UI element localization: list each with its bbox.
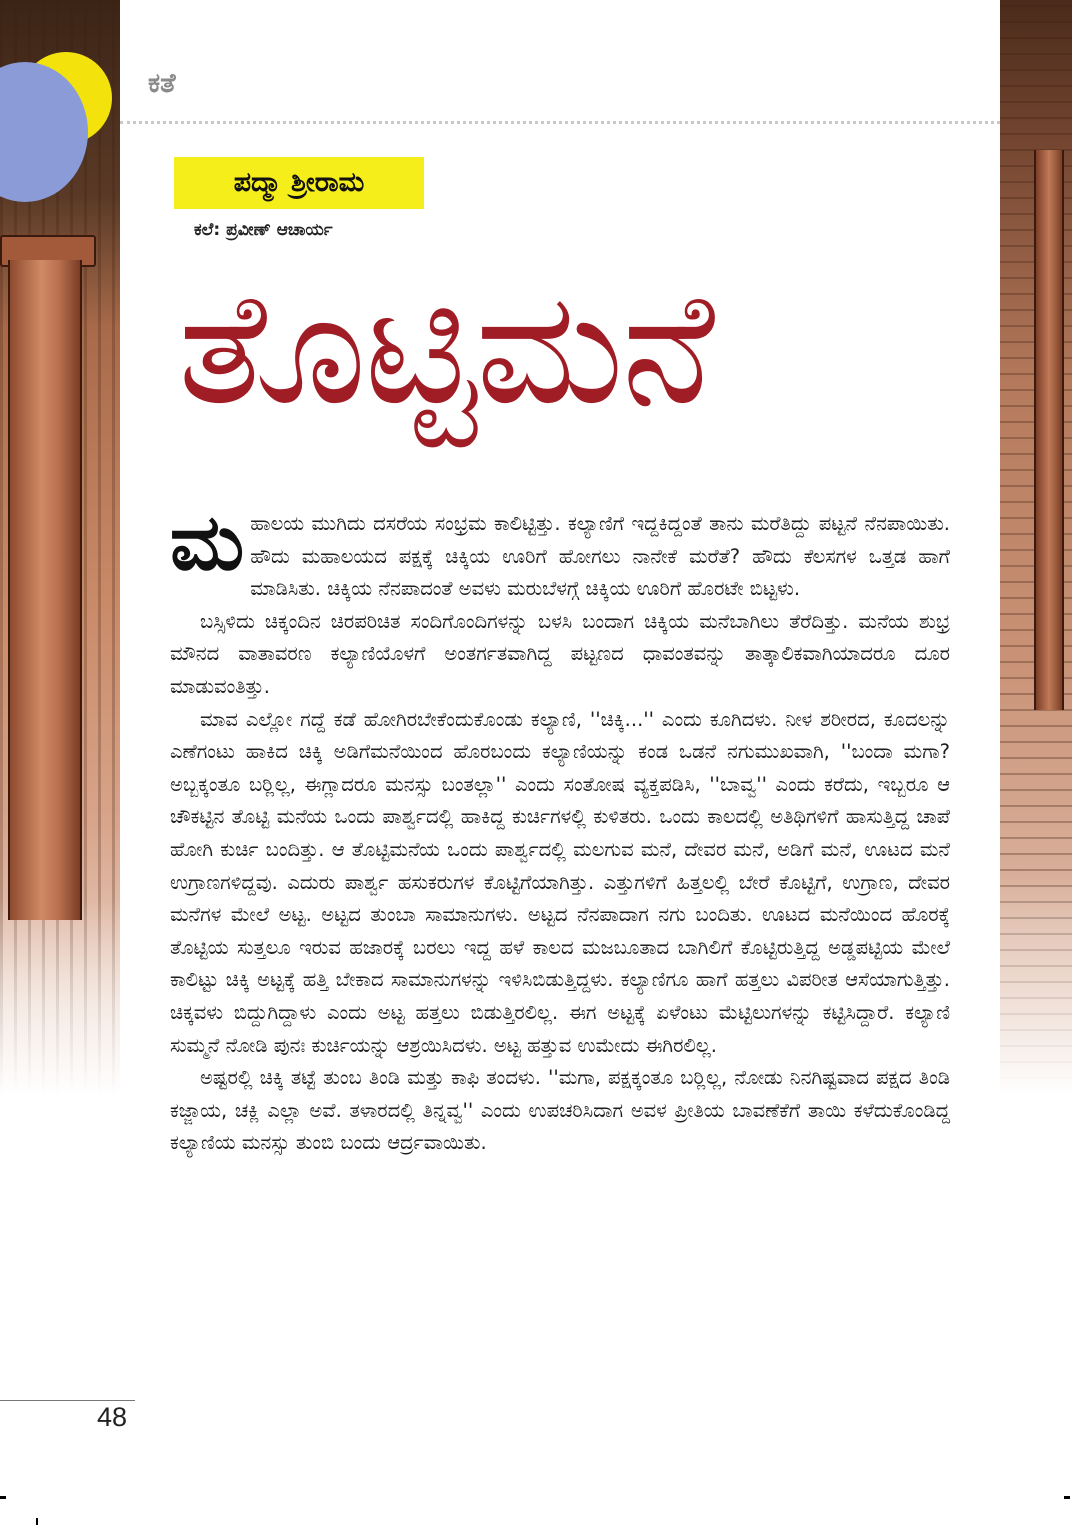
carved-pillar [8, 260, 82, 920]
crop-mark [1064, 1496, 1070, 1499]
paragraph-4: ಅಷ್ಟರಲ್ಲಿ ಚಿಕ್ಕಿ ತಟ್ಟೆ ತುಂಬ ತಿಂಡಿ ಮತ್ತು ಕಾಫಿ ತಂದಳು. ''ಮಗಾ, ಪಕ್ಷಕ್ಕಂತೂ ಬರ್‍ಲಿಲ್ಲ, ನೋಡು ನಿನಗಿಷ್ಟವಾದ ಪಕ್ಷದ ತಿಂಡಿ ಕಜ್ಜಾಯ, ಚಕ್ಲಿ ಎಲ್ಲಾ ಅವೆ. ತಳಾರದಲ್ಲಿ ತಿನ್ನವ್ವ'' ಎಂದು ಉಪಚರಿಸಿದಾಗ ಅವಳ ಪ್ರೀತಿಯ ಬಾವಣೆಕೆಗೆ ತಾಯಿ ಕಳೆದುಕೊಂಡಿದ್ದ ಕಲ್ಯಾಣಿಯ ಮನಸ್ಸು ತುಂಬಿ ಬಂದು ಆರ್ದ್ರವಾಯಿತು. [170, 1066, 950, 1155]
art-credit: ಕಲೆ: ಪ್ರವೀಣ್ ಆಚಾರ್ಯ [194, 220, 333, 240]
author-name: ಪದ್ಮಾ ಶ್ರೀರಾಮ [233, 167, 365, 198]
drop-cap: ಮ [170, 498, 245, 588]
paragraph-3: ಮಾವ ಎಲ್ಲೋ ಗದ್ದೆ ಕಡೆ ಹೋಗಿರಬೇಕೆಂದುಕೊಂಡು ಕಲ್ಯಾಣಿ, ''ಚಿಕ್ಕಿ...'' ಎಂದು ಕೂಗಿದಳು. ನೀಳ ಶರೀರದ, ಕೂದಲನ್ನು ಎಣೆಗಂಟು ಹಾಕಿದ ಚಿಕ್ಕಿ ಅಡಿಗೆಮನೆಯಿಂದ ಹೊರಬಂದು ಕಲ್ಯಾಣಿಯನ್ನು ಕಂಡ ಒಡನೆ ನಗುಮುಖವಾಗಿ, ''ಬಂದಾ ಮಗಾ? ಅಬ್ಬಕ್ಕಂತೂ ಬರ್‍ಲಿಲ್ಲ, ಈಗ್ಲಾದರೂ ಮನಸ್ಸು ಬಂತಲ್ಲಾ'' ಎಂದು ಸಂತೋಷ ವ್ಯಕ್ತಪಡಿಸಿ, ''ಬಾವ್ವ'' ಎಂದು ಕರೆದು, ಇಬ್ಬರೂ ಆ ಚೌಕಟ್ಟಿನ ತೊಟ್ಟಿ ಮನೆಯ ಒಂದು ಪಾರ್ಶ್ವದಲ್ಲಿ ಹಾಕಿದ್ದ ಕುರ್ಚಿಗಳಲ್ಲಿ ಕುಳಿತರು. ಒಂದು ಕಾಲದಲ್ಲಿ ಅತಿಥಿಗಳಿಗೆ ಹಾಸುತ್ತಿದ್ದ ಚಾಪೆ ಹೋಗಿ ಕುರ್ಚಿ ಬಂದಿತ್ತು. ಆ ತೊಟ್ಟಿಮನೆಯ ಒಂದು ಪಾರ್ಶ್ವದಲ್ಲಿ ಮಲಗುವ ಮನೆ, ದೇವರ ಮನೆ, ಅಡಿಗೆ ಮನೆ, ಊಟದ ಮನೆ ಉಗ್ರಾಣಗಳಿದ್ದವು. ಎದುರು ಪಾರ್ಶ್ವ ಹಸುಕರುಗಳ ಕೊಟ್ಟಿಗೆಯಾಗಿತ್ತು. ಎತ್ತುಗಳಿಗೆ ಹಿತ್ತಲಲ್ಲಿ ಬೇರೆ ಕೊಟ್ಟಿಗೆ, ಉಗ್ರಾಣ, ದೇವರ ಮನೆಗಳ ಮೇಲೆ ಅಟ್ಟ. ಅಟ್ಟದ ತುಂಬಾ ಸಾಮಾನುಗಳು. ಅಟ್ಟದ ನೆನಪಾದಾಗ ನಗು ಬಂದಿತು. ಊಟದ ಮನೆಯಿಂದ ಹೊರಕ್ಕೆ ತೊಟ್ಟಿಯ ಸುತ್ತಲೂ ಇರುವ ಹಜಾರಕ್ಕೆ ಬರಲು ಇದ್ದ ಹಳೆ ಕಾಲದ ಮಜಬೂತಾದ ಬಾಗಿಲಿಗೆ ಕೊಟ್ಟಿರುತ್ತಿದ್ದ ಅಡ್ಡಪಟ್ಟಿಯ ಮೇಲೆ ಕಾಲಿಟ್ಟು ಚಿಕ್ಕಿ ಅಟ್ಟಕ್ಕೆ ಹತ್ತಿ ಬೇಕಾದ ಸಾಮಾನುಗಳನ್ನು ಇಳಿಸಿಬಿಡುತ್ತಿದ್ದಳು. ಕಲ್ಯಾಣಿಗೂ ಹಾಗೆ ಹತ್ತಲು ವಿಪರೀತ ಆಸೆಯಾಗುತ್ತಿತ್ತು. ಚಿಕ್ಕವಳು ಬಿದ್ದುಗಿದ್ದಾಳು ಎಂದು ಅಟ್ಟ ಹತ್ತಲು ಬಿಡುತ್ತಿರಲಿಲ್ಲ. ಈಗ ಅಟ್ಟಕ್ಕೆ ಏಳೆಂಟು ಮೆಟ್ಟಿಲುಗಳನ್ನು ಕಟ್ಟಿಸಿದ್ದಾರೆ. ಕಲ್ಯಾಣಿ ಸುಮ್ಮನೆ ನೋಡಿ ಪುನಃ ಕುರ್ಚಿಯನ್ನು ಆಶ್ರಯಿಸಿದಳು. ಅಟ್ಟ ಹತ್ತುವ ಉಮೇದು ಈಗಿರಲಿಲ್ಲ. [170, 707, 950, 1057]
header-divider [120, 121, 1000, 124]
paragraph-1 [170, 498, 950, 606]
wooden-post [1034, 150, 1064, 710]
story-title: ತೊಟ್ಟಿಮನೆ [178, 257, 713, 439]
crop-mark [36, 1518, 38, 1525]
page-number: 48 [97, 1402, 128, 1432]
paragraph-1-text: ಹಾಲಯ ಮುಗಿದು ದಸರೆಯ ಸಂಭ್ರಮ ಕಾಲಿಟ್ಟಿತ್ತು. ಕಲ್ಯಾಣಿಗೆ ಇದ್ದಕಿದ್ದಂತೆ ತಾನು ಮರೆತಿದ್ದು ಪಟ್ಟನೆ ನೆನಪಾಯಿತು. ಹೌದು ಮಹಾಲಯದ ಪಕ್ಷಕ್ಕೆ ಚಿಕ್ಕಿಯ ಊರಿಗೆ ಹೋಗಲು ನಾನೇಕೆ ಮರೆತೆ? ಹೌದು ಕೆಲಸಗಳ ಒತ್ತಡ ಹಾಗೆ ಮಾಡಿಸಿತು. ಚಿಕ್ಕಿಯ ನೆನಪಾದಂತೆ ಅವಳು ಮರುಬೆಳಗ್ಗೆ ಚಿಕ್ಕಿಯ ಊರಿಗೆ ಹೊರಟೇ ಬಿಟ್ಟಳು. [250, 512, 950, 601]
section-label: ಕತೆ [148, 68, 176, 99]
footer-rule [0, 1400, 135, 1401]
paragraph-2: ಬಸ್ಸಿಳಿದು ಚಿಕ್ಕಂದಿನ ಚಿರಪರಿಚಿತ ಸಂದಿಗೊಂದಿಗಳನ್ನು ಬಳಸಿ ಬಂದಾಗ ಚಿಕ್ಕಿಯ ಮನೆಬಾಗಿಲು ತೆರೆದಿತ್ತು. ಮನೆಯ ಶುಭ್ರ ಮೌನದ ವಾತಾವರಣ ಕಲ್ಯಾಣಿಯೊಳಗೆ ಅಂತರ್ಗತವಾಗಿದ್ದ ಪಟ್ಟಣದ ಧಾವಂತವನ್ನು ತಾತ್ಕಾಲಿಕವಾಗಿಯಾದರೂ ದೂರ ಮಾಡುವಂತಿತ್ತು. [170, 609, 950, 698]
crop-mark [0, 1496, 6, 1499]
story-body [170, 498, 950, 1160]
author-highlight-box [174, 157, 424, 209]
right-border-illustration [1000, 0, 1072, 1095]
